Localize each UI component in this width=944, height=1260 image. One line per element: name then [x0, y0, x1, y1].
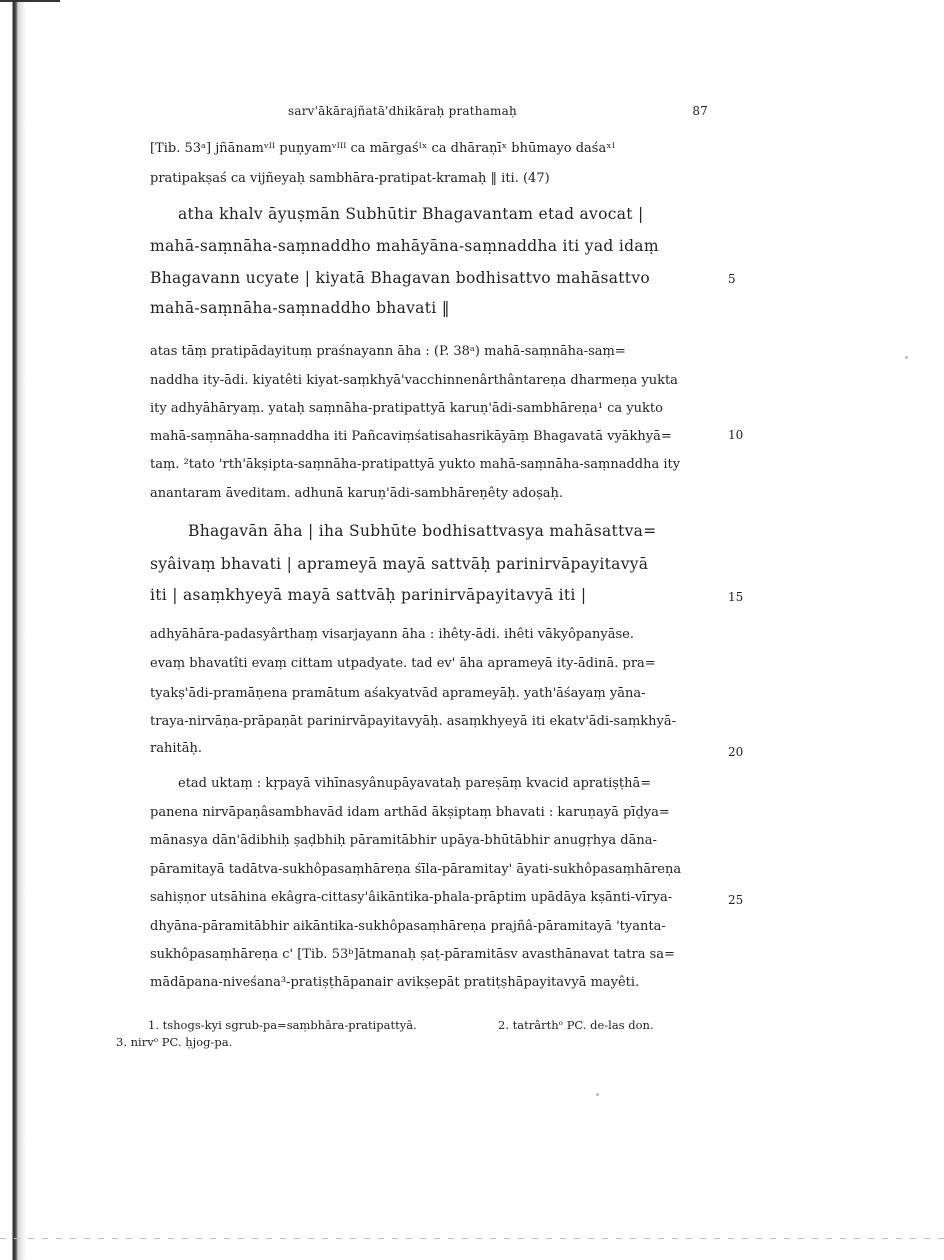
commentary-line: dhyāna-pāramitābhir aikāntika-sukhôpasaṃhāreṇa prajñâ-pāramitayā 'tyanta-: [150, 919, 666, 934]
margin-line-number: 25: [728, 893, 744, 907]
text-line: [Tib. 53ᵃ] jñānamᵛᴵᴵ puṇyamᵛᴵᴵᴵ ca mārgaśᴵˣ ca dhāraṇīˣ bhūmayo daśaˣᴵ: [150, 141, 615, 156]
text-line: pratipakṣaś ca vijñeyaḥ sambhāra-pratipat-kramaḥ ‖ iti. (47): [150, 171, 550, 186]
running-title: sarv'ākārajñatā'dhikāraḥ prathamaḥ: [288, 104, 517, 118]
commentary-line: sukhôpasaṃhāreṇa c' [Tib. 53ᵇ]ātmanaḥ ṣaṭ-pāramitāsv avasthānavat tatra sa=: [150, 947, 675, 962]
sutra-line: mahā-saṃnāha-saṃnaddho bhavati ‖: [150, 299, 450, 317]
commentary-line: traya-nirvāṇa-prāpaṇāt parinirvāpayitavyāḥ. asaṃkhyeyā iti ekatv'ādi-saṃkhyā-: [150, 714, 677, 729]
commentary-line: naddha ity-ādi. kiyatêti kiyat-saṃkhyā'vacchinnenârthântareṇa dharmeṇa yukta: [150, 373, 678, 388]
sutra-line: iti | asaṃkhyeyā mayā sattvāḥ parinirvāpayitavyā iti |: [150, 586, 587, 604]
commentary-line: ity adhyāhāryaṃ. yataḥ saṃnāha-pratipattyā karuṇ'ādi-sambhāreṇa¹ ca yukto: [150, 401, 663, 416]
sutra-line: mahā-saṃnāha-saṃnaddho mahāyāna-saṃnaddha iti yad idaṃ: [150, 237, 659, 255]
sutra-line: Bhagavann ucyate | kiyatā Bhagavan bodhisattvo mahāsattvo: [150, 269, 651, 287]
commentary-line: mahā-saṃnāha-saṃnaddha iti Pañcaviṃśatisahasrikāyāṃ Bhagavatā vyākhyā=: [150, 429, 672, 444]
sutra-line: Bhagavān āha | iha Subhūte bodhisattvasya mahāsattva=: [188, 522, 657, 540]
footnote-2: 2. tatrârthᵒ PC. de-las don.: [498, 1018, 654, 1032]
commentary-line: sahiṣṇor utsāhina ekâgra-cittasy'âikāntika-phala-prāptim upādāya kṣānti-vīrya-: [150, 890, 673, 905]
commentary-line: adhyāhāra-padasyârthaṃ visarjayann āha : ihêty-ādi. ihêti vākyôpanyāse.: [150, 627, 634, 642]
scan-bottom-edge: [0, 1238, 944, 1239]
page-number: 87: [692, 104, 708, 118]
footnote-3: 3. nirvᵒ PC. ḥjog-pa.: [116, 1035, 233, 1049]
margin-line-number: 10: [728, 428, 744, 442]
commentary-line: tyakṣ'ādi-pramāṇena pramātum aśakyatvād aprameyāḥ. yath'āśayaṃ yāna-: [150, 686, 646, 701]
commentary-line: anantaram āveditam. adhunā karuṇ'ādi-sambhāreṇêty adoṣaḥ.: [150, 486, 564, 501]
commentary-line: taṃ. ²tato 'rth'ākṣipta-saṃnāha-pratipattyā yukto mahā-saṃnāha-saṃnaddha ity: [150, 457, 681, 472]
commentary-line: evaṃ bhavatîti evaṃ cittam utpadyate. tad ev' āha aprameyā ity-ādinā. pra=: [150, 656, 656, 671]
sutra-line: syâivaṃ bhavati | aprameyā mayā sattvāḥ parinirvāpayitavyā: [150, 555, 649, 573]
scan-speck: [596, 1093, 599, 1096]
commentary-line: mānasya dān'ādibhiḥ ṣaḍbhiḥ pāramitābhir upāya-bhūtābhir anugṛhya dāna-: [150, 833, 657, 848]
margin-line-number: 15: [728, 590, 744, 604]
margin-line-number: 5: [728, 272, 736, 286]
commentary-line: atas tāṃ pratipādayituṃ praśnayann āha : (P. 38ᵃ) mahā-saṃnāha-saṃ=: [150, 344, 626, 359]
commentary-line: panena nirvāpaṇâsambhavād idam arthād ākṣiptaṃ bhavati : karuṇayā pīḍya=: [150, 805, 670, 820]
commentary-line: rahitāḥ.: [150, 741, 202, 756]
footnote-1: 1. tshogs-kyi sgrub-pa=saṃbhāra-pratipattyā.: [148, 1018, 417, 1032]
margin-line-number: 20: [728, 745, 744, 759]
commentary-line: etad uktaṃ : kṛpayā vihīnasyânupāyavataḥ pareṣāṃ kvacid apratiṣṭhā=: [178, 776, 652, 791]
sutra-line: atha khalv āyuṣmān Subhūtir Bhagavantam etad avocat |: [178, 205, 644, 223]
commentary-line: mādāpana-niveśana³-pratiṣṭhāpanair avikṣepāt pratiṭṣhāpayitavyā mayêti.: [150, 975, 640, 990]
commentary-line: pāramitayā tadātva-sukhôpasaṃhāreṇa śīla-pāramitay' āyati-sukhôpasaṃhāreṇa: [150, 862, 682, 877]
scan-speck: [905, 356, 908, 359]
